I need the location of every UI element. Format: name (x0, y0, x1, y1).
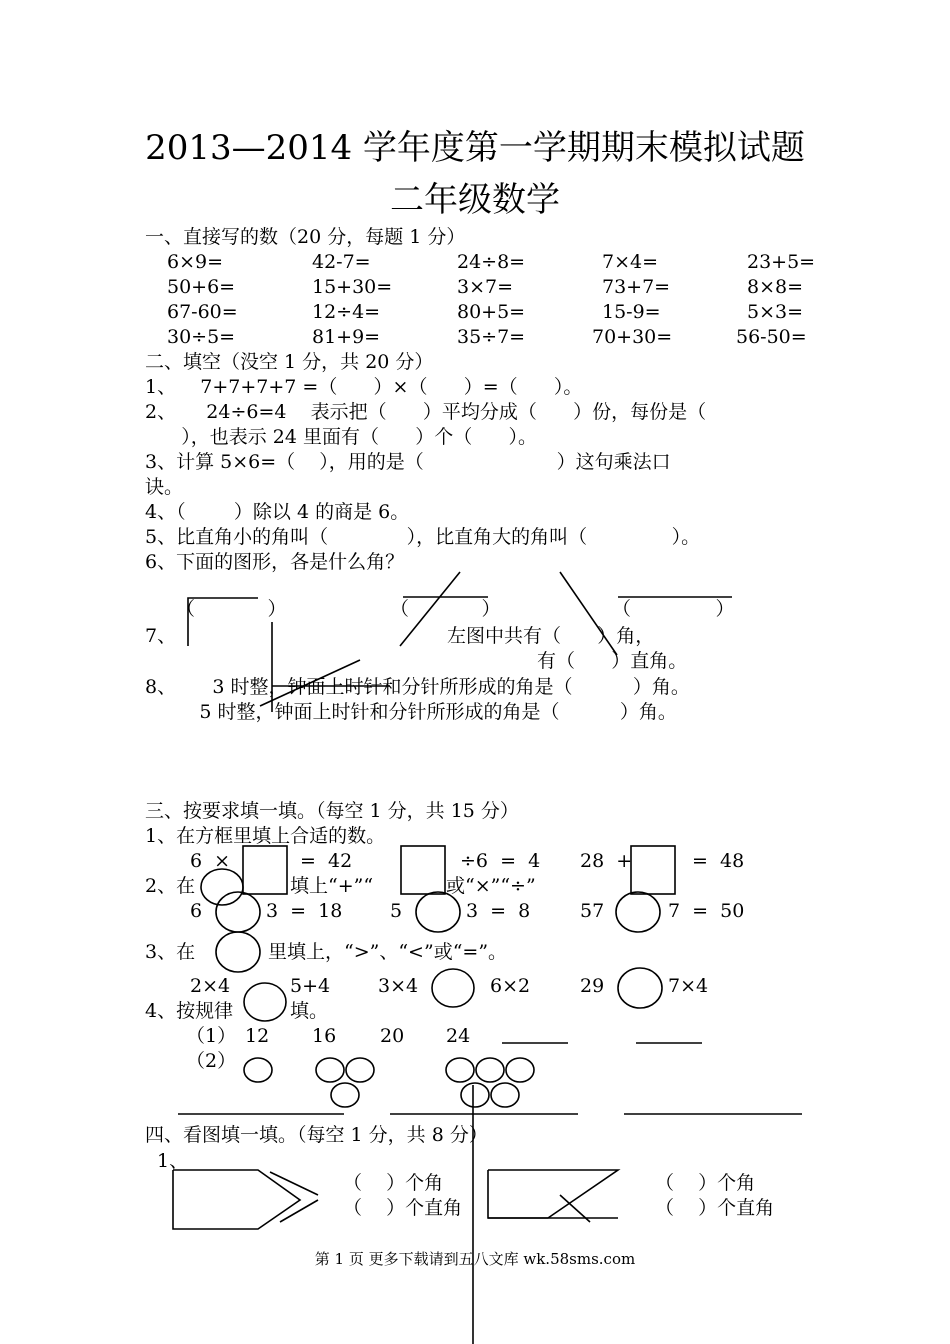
question-3-1: 1、在方框里填上合适的数。 (145, 825, 386, 847)
question-2-6: 6、下面的图形，各是什么角？ (145, 551, 405, 573)
problem: 12÷4= (312, 301, 381, 323)
section-2-heading: 二、填空（没空 1 分，共 20 分） (145, 351, 434, 373)
question-2-8-cont: 5 时整，钟面上时针和分针所形成的角是（ ）角。 (145, 701, 677, 723)
comparison-item: 5+4 (290, 975, 331, 997)
question-3-4: 4、按规律 (145, 1000, 234, 1022)
section-3-heading: 三、按要求填一填。（每空 1 分，共 15 分） (145, 800, 519, 822)
answer-box (401, 846, 445, 894)
flag-figure (488, 1170, 618, 1218)
question-4-1: 1、 (157, 1150, 189, 1172)
problem: 7×4= (602, 251, 659, 273)
answer-blank: （ ）个直角 (655, 1197, 775, 1219)
problem: 50+6= (167, 276, 236, 298)
angle-figure-ray (400, 572, 460, 646)
angle-answer-blank: （ ） (176, 598, 287, 620)
question-2-7-text: 左图中共有（ ）角， (447, 625, 655, 647)
answer-box (243, 846, 287, 894)
problem: 3×7= (457, 276, 514, 298)
answer-box (631, 846, 675, 894)
comparison-item: 7×4 (668, 975, 709, 997)
answer-circle (201, 869, 243, 905)
problem: 15-9= (602, 301, 661, 323)
equation-part: 6 × (190, 850, 231, 872)
pattern-number: 24 (446, 1025, 471, 1047)
pattern-circle (476, 1058, 504, 1082)
equation-part: 7 = 50 (668, 900, 745, 922)
pattern-number: 20 (380, 1025, 405, 1047)
section-4-heading: 四、看图填一填。（每空 1 分，共 8 分） (145, 1124, 488, 1146)
equation-part: = 48 (692, 850, 745, 872)
problem: 42-7= (312, 251, 371, 273)
problem: 5×3= (747, 301, 804, 323)
pattern-circle (316, 1058, 344, 1082)
question-3-2-text: 填上“+”“ (290, 875, 374, 897)
pentagon-figure (173, 1170, 300, 1229)
question-2-3-cont: 诀。 (145, 476, 184, 498)
pattern-circle (491, 1083, 519, 1107)
problem: 23+5= (747, 251, 816, 273)
answer-circle (432, 969, 474, 1007)
pattern-circle (506, 1058, 534, 1082)
section-1-heading: 一、直接写的数（20 分，每题 1 分） (145, 226, 466, 248)
problem: 35÷7= (457, 326, 526, 348)
answer-circle (244, 983, 286, 1021)
equation-part: = 42 (300, 850, 353, 872)
problem: 80+5= (457, 301, 526, 323)
right-angle-figure (188, 598, 258, 646)
problem: 24÷8= (457, 251, 526, 273)
comparison-item: 2×4 (190, 975, 231, 997)
question-3-3: 3、在 (145, 941, 196, 963)
problem: 6×9= (167, 251, 224, 273)
question-3-2-text-2: 或“×”“÷” (446, 875, 536, 897)
problem: 73+7= (602, 276, 671, 298)
question-3-4-text: 填。 (290, 1000, 329, 1022)
question-3-3-text: 里填上，“>”、“<”或“=”。 (268, 941, 508, 963)
angle-figure-ray (560, 572, 617, 655)
equation-part: 6 (190, 900, 203, 922)
question-2-1: 1、 7+7+7+7 =（ ）×（ ）=（ ）。 (145, 376, 583, 398)
problem: 81+9= (312, 326, 381, 348)
equation-part: 28 + (580, 850, 633, 872)
equation-part: ÷6 = 4 (460, 850, 541, 872)
problem: 30÷5= (167, 326, 236, 348)
comparison-item: 29 (580, 975, 605, 997)
pattern-circle (461, 1083, 489, 1107)
comparison-item: 6×2 (490, 975, 531, 997)
pattern-label: （1） (186, 1025, 237, 1047)
question-2-2: 2、 24÷6=4 表示把（ ）平均分成（ ）份，每份是（ (145, 401, 707, 423)
pattern-circle (331, 1083, 359, 1107)
angle-answer-blank: （ ） (612, 598, 735, 620)
question-2-8: 8、 3 时整，钟面上时针和分针所形成的角是（ ）角。 (145, 676, 690, 698)
comparison-item: 3×4 (378, 975, 419, 997)
pattern-circle (446, 1058, 474, 1082)
answer-circle (416, 892, 460, 932)
question-2-2-cont: ），也表示 24 里面有（ ）个（ ）。 (145, 426, 537, 448)
problem: 15+30= (312, 276, 393, 298)
pattern-circle (244, 1058, 272, 1082)
pattern-number: 16 (312, 1025, 337, 1047)
pattern-number: 12 (245, 1025, 270, 1047)
problem: 70+30= (592, 326, 673, 348)
answer-blank: （ ）个角 (655, 1172, 756, 1194)
pattern-label: （2） (186, 1050, 237, 1072)
question-2-7-text-2: 有（ ）直角。 (537, 650, 688, 672)
equation-part: 57 (580, 900, 605, 922)
answer-circle (616, 892, 660, 932)
question-2-3: 3、计算 5×6=（ ），用的是（ ）这句乘法口 (145, 451, 671, 473)
pentagon-cross-line (280, 1200, 318, 1222)
question-2-7: 7、 (145, 625, 177, 647)
question-2-5: 5、比直角小的角叫（ ），比直角大的角叫（ ）。 (145, 526, 701, 548)
equation-part: 3 = 8 (466, 900, 531, 922)
answer-blank: （ ）个直角 (343, 1197, 463, 1219)
problem: 8×8= (747, 276, 804, 298)
equation-part: 3 = 18 (266, 900, 343, 922)
page-subtitle: 二年级数学 (390, 180, 560, 220)
problem: 67-60= (167, 301, 238, 323)
page-footer: 第 1 页 更多下载请到五八文库 wk.58sms.com (314, 1250, 636, 1268)
answer-circle (618, 968, 662, 1008)
answer-circle (216, 932, 260, 972)
q7-slanted-line (260, 660, 360, 706)
pattern-circle (346, 1058, 374, 1082)
angle-answer-blank: （ ） (390, 598, 501, 620)
equation-part: 5 (390, 900, 403, 922)
problem: 56-50= (736, 326, 807, 348)
question-2-4: 4、（ ）除以 4 的商是 6。 (145, 501, 410, 523)
answer-blank: （ ）个角 (343, 1172, 444, 1194)
question-3-2: 2、在 (145, 875, 196, 897)
page-title: 2013—2014 学年度第一学期期末模拟试题 (145, 128, 805, 168)
